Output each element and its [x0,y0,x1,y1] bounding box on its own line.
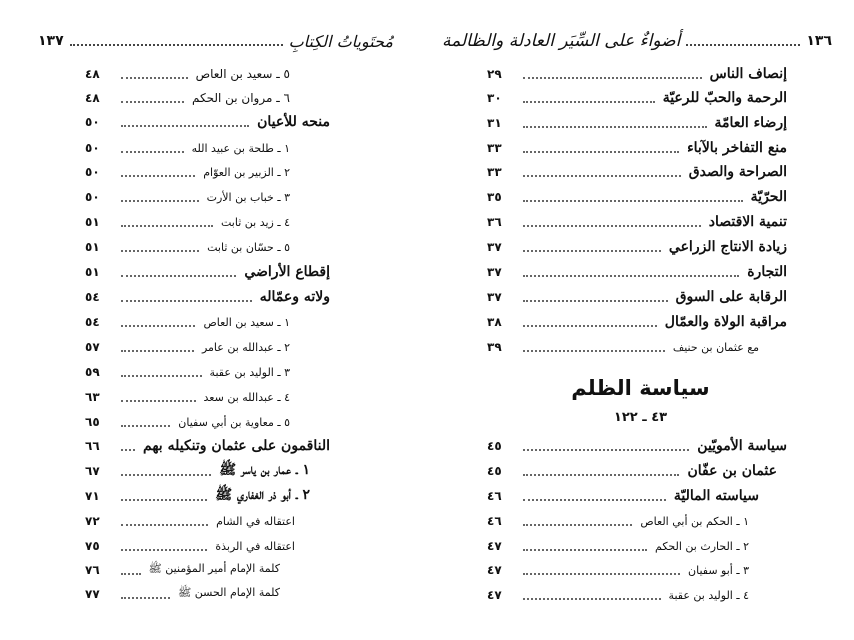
toc-label: عثمان بن عفّان [687,463,777,479]
toc-label: الصراحة والصدق [688,164,787,180]
toc-page-number: ٤٨ [85,91,100,105]
toc-entry[interactable] [487,286,787,308]
toc-entry[interactable] [487,186,787,208]
toc-page-number: ٣٨ [487,315,502,329]
toc-entry[interactable] [85,361,290,383]
dot-leader [523,350,665,352]
toc-page-number: ٦٥ [85,415,100,429]
toc-entry[interactable] [487,112,787,134]
toc-entry[interactable] [487,485,759,507]
dot-leader [121,597,170,599]
toc-label: ٥ ـ معاوية بن أبي سفيان [178,415,290,429]
toc-label: منحه للأعيان [257,114,330,130]
toc-label: ١ ـ الحكم بن أبي العاص [640,514,749,528]
toc-label: ٣ ـ أبو سفيان [688,563,749,577]
dot-leader [523,524,632,526]
toc-page-number: ٢٩ [487,67,502,81]
toc-label: إقطاع الأراضي [244,264,330,280]
toc-label: ٥ ـ حسّان بن ثابت [207,240,290,254]
toc-entry[interactable] [487,510,749,532]
toc-label: الرقابة على السوق [675,289,787,305]
running-title: مُحتَوياتُ الكِتابِ [288,31,393,51]
toc-entry[interactable] [487,311,787,333]
toc-page-number: ٦٣ [85,390,100,404]
toc-entry[interactable] [85,411,290,433]
toc-label: ٤ ـ زيد بن ثابت [221,215,290,229]
toc-entry[interactable] [487,137,787,159]
toc-entry[interactable] [487,559,749,581]
dot-leader [121,573,141,575]
dot-leader [121,325,195,327]
toc-entry[interactable] [85,311,290,333]
dot-leader [523,151,679,153]
toc-page-number: ٤٧ [487,588,502,602]
toc-page-number: ٦٧ [85,464,100,478]
toc-label: مراقبة الولاة والعمّال [664,314,787,330]
toc-label: ٣ ـ خباب بن الأرت [206,190,290,204]
toc-label: اعتقاله في الشام [216,514,295,528]
dot-leader [523,325,657,327]
toc-label: ٢ ـ الزبير بن العوّام [203,165,290,179]
toc-entry[interactable] [487,584,749,606]
toc-label: منع التفاخر بالآباء [687,140,787,156]
toc-label: ٣ ـ الوليد بن عقبة [209,365,290,379]
toc-label: اعتقاله في الربذة [215,539,295,553]
dot-leader [121,524,208,526]
dot-leader [523,275,739,277]
toc-entry[interactable] [487,236,787,258]
right-page [427,0,854,640]
dot-leader [523,573,680,575]
dot-leader [523,126,707,128]
toc-label: زيادة الانتاج الزراعي [668,239,787,255]
toc-entry[interactable] [85,87,290,109]
dot-leader [121,77,188,79]
toc-page-number: ٤٧ [487,563,502,577]
dot-leader [121,449,135,451]
dot-leader [121,175,195,177]
toc-page-number: ٣٠ [487,91,502,105]
toc-page-number: ٣٧ [487,290,502,304]
dot-leader [70,44,283,46]
toc-entry[interactable] [85,137,290,159]
toc-label: ١ ـ طلحة بن عبيد الله [191,141,290,155]
toc-page-number: ٤٨ [85,67,100,81]
toc-page-number: ٧٦ [85,563,100,577]
left-running-header [38,30,393,52]
dot-leader [523,77,702,79]
toc-label: الناقمون على عثمان وتنكيله بهم [143,438,330,454]
toc-page-number: ٣٣ [487,165,502,179]
dot-leader [523,300,668,302]
toc-label: كلمة الإمام الحسن ﷺ [178,586,280,599]
toc-label: ٦ ـ مروان بن الحكم [191,91,290,105]
section-title: سياسة الظلم [571,376,710,400]
toc-entry[interactable] [85,336,290,358]
toc-page-number: ٥٠ [85,165,100,179]
dot-leader [121,549,207,551]
toc-entry[interactable] [85,510,295,532]
toc-entry[interactable] [487,261,787,283]
toc-entry[interactable] [85,386,290,408]
dot-leader [121,350,194,352]
toc-entry[interactable] [85,211,290,233]
toc-page-number: ٥١ [85,215,100,229]
toc-entry[interactable] [487,161,787,183]
toc-label: الحرّيّة [750,189,787,205]
page-number: ١٣٦ [806,33,832,49]
toc-label: سياسة الأمويّين [697,438,787,454]
toc-entry[interactable] [487,63,787,85]
dot-leader [523,101,655,103]
section-page-range: ٤٣ ـ ١٢٢ [613,410,668,425]
dot-leader [121,275,236,277]
toc-page-number: ٣٧ [487,240,502,254]
dot-leader [523,474,679,476]
toc-label: ١ ـ سعيد بن العاص [203,315,290,329]
toc-page-number: ٣١ [487,116,502,130]
toc-page-number: ٧٧ [85,587,100,601]
toc-label: ٤ ـ عبدالله بن سعد [203,390,290,404]
toc-page-number: ٦٦ [85,439,100,453]
toc-page-number: ٤٥ [487,464,502,478]
toc-page-number: ٥٠ [85,141,100,155]
toc-entry[interactable] [85,559,280,581]
dot-leader [523,449,689,451]
toc-label: ١ ـ عمار بن ياسر ﷺ [219,462,310,478]
dot-leader [121,225,213,227]
toc-entry[interactable] [85,63,290,85]
dot-leader [523,549,647,551]
toc-label: سياسته الماليّة [673,488,759,504]
toc-page-number: ٤٧ [487,539,502,553]
toc-entry[interactable] [85,186,290,208]
toc-entry[interactable] [487,435,787,457]
toc-label: التجارة [747,264,787,280]
toc-entry[interactable] [85,460,310,482]
dot-leader [523,175,681,177]
toc-label: إرضاء العامّة [714,115,787,131]
dot-leader [121,125,249,127]
toc-label: ٤ ـ الوليد بن عقبة [668,588,749,602]
dot-leader [121,499,207,501]
toc-entry[interactable] [85,111,330,133]
toc-page-number: ٥٧ [85,340,100,354]
toc-page-number: ٥٤ [85,315,100,329]
toc-entry[interactable] [487,535,749,557]
toc-entry[interactable] [487,211,787,233]
dot-leader [686,44,800,46]
toc-page-number: ٣٦ [487,215,502,229]
toc-page-number: ٥١ [85,240,100,254]
dot-leader [121,250,199,252]
running-title: أضواءٌ على السِّيَر العادلة والظالمة [442,31,681,51]
toc-entry[interactable] [85,161,290,183]
toc-page-number: ٥٤ [85,290,100,304]
dot-leader [523,225,701,227]
dot-leader [121,400,196,402]
dot-leader [523,200,743,202]
toc-label: تنمية الاقتصاد [708,214,787,230]
toc-page-number: ٣٣ [487,141,502,155]
toc-label: الرحمة والحبّ للرعيّة [662,90,787,106]
toc-label: مع عثمان بن حنيف [672,340,759,354]
dot-leader [523,499,666,501]
toc-label: ٢ ـ أبو ذر الغفاري ﷺ [215,487,310,503]
dot-leader [121,300,252,302]
toc-page-number: ٥٠ [85,190,100,204]
toc-page-number: ٣٧ [487,265,502,279]
toc-page-number: ٣٩ [487,340,502,354]
toc-entry[interactable] [85,435,330,457]
dot-leader [121,474,211,476]
dot-leader [121,375,202,377]
toc-entry[interactable] [85,535,295,557]
toc-entry[interactable] [85,286,330,308]
toc-label: ٥ ـ سعيد بن العاص [195,67,290,81]
toc-entry[interactable] [85,236,290,258]
toc-label: كلمة الإمام أمير المؤمنين ﷺ [148,562,280,575]
right-running-header [442,30,832,52]
toc-entry[interactable] [85,583,280,605]
toc-entry[interactable] [487,336,759,358]
toc-entry[interactable] [85,485,310,507]
toc-page-number: ٣٥ [487,190,502,204]
dot-leader [121,101,184,103]
toc-page-number: ٤٥ [487,439,502,453]
toc-page-number: ٧٥ [85,539,100,553]
dot-leader [523,598,661,600]
toc-label: ٢ ـ عبدالله بن عامر [201,340,290,354]
toc-entry[interactable] [487,87,787,109]
toc-page-number: ٧٢ [85,514,100,528]
dot-leader [121,151,184,153]
dot-leader [121,200,199,202]
toc-page-number: ٧١ [85,489,100,503]
toc-entry[interactable] [487,460,777,482]
toc-page-number: ٤٦ [487,489,502,503]
page-number: ١٣٧ [38,33,64,49]
toc-entry[interactable] [85,261,330,283]
dot-leader [121,425,170,427]
toc-page-number: ٥٩ [85,365,100,379]
toc-page-number: ٥١ [85,265,100,279]
toc-label: ٢ ـ الحارث بن الحكم [655,539,749,553]
dot-leader [523,250,661,252]
toc-label: إنصاف الناس [709,66,787,82]
toc-page-number: ٤٦ [487,514,502,528]
toc-page-number: ٥٠ [85,115,100,129]
toc-label: ولاته وعمّاله [259,289,330,305]
